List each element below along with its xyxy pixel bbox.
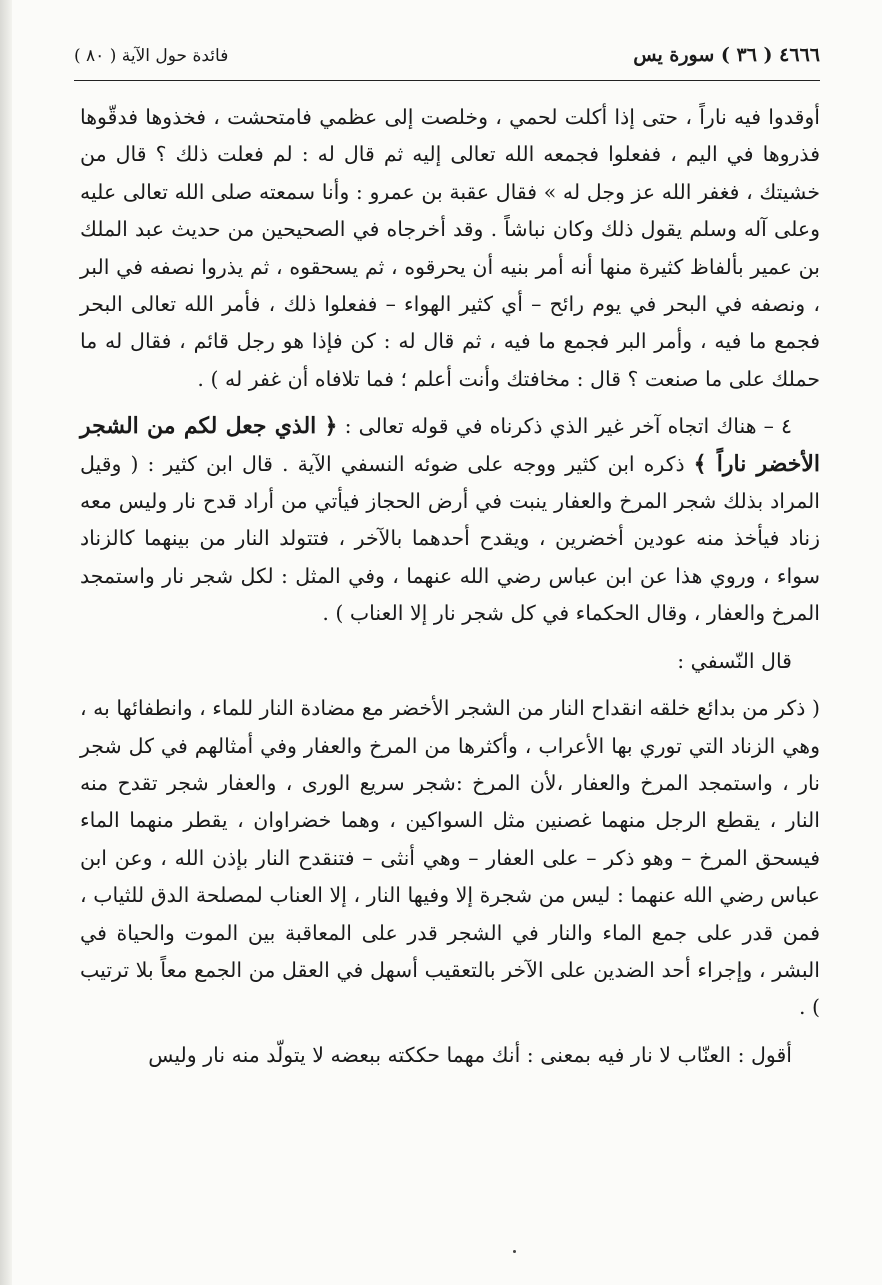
paragraph-5: أقول : العنّاب لا نار فيه بمعنى : أنك مهما حككته ببعضه لا يتولّد منه نار وليس (148, 1042, 792, 1067)
header-rule (74, 80, 820, 81)
paragraph-2-start: ٤ – هناك اتجاه آخر غير الذي ذكرناه في قوله تعالى : (337, 414, 792, 439)
page-binding-edge (0, 0, 12, 1285)
page-header (74, 44, 820, 78)
surah-label: ( ٣٦ ) سورة يس (633, 44, 773, 66)
page-number: ٤٦٦٦ (779, 44, 820, 66)
paragraph-2-rest: ذكره ابن كثير ووجه على ضوئه النسفي الآية . قال ابن كثير : ( وقيل المراد بذلك شجر المرخ والعفار ينبت في أرض الحجاز فيأتي من أراد قدح نار وليس معه زناد فيأخذ منه عودين أخضرين ، ويقدح أحدهما بالآخر ، فتتولد النار من بينهما كالزناد سواء ، وروي هذا عن ابن عباس رضي الله عنهما ، وفي المثل : لكل شجر نار واستمجد المرخ والعفار ، وقال الحكماء في كل شجر نار إلا العناب ) . (80, 451, 820, 626)
section-title: فائدة حول الآية ( ٨٠ ) (74, 46, 229, 66)
paragraph-1: أوقدوا فيه ناراً ، حتى إذا أكلت لحمي ، وخلصت إلى عظمي فامتحشت ، فخذوها فدقّوها فذروها في اليم ، ففعلوا فجمعه الله تعالى إليه ثم قال له : لم فعلت ذلك ؟ قال من خشيتك ، فغفر الله عز وجل له » فقال عقبة بن عمرو : وأنا سمعته صلى الله تعالى عليه وعلى آله وسلم يقول ذلك وكان نباشاً . وقد أخرجاه في الصحيحين من حديث عبد الملك بن عمير بألفاظ كثيرة منها أنه أمر بنيه أن يحرقوه ، ثم يسحقوه ، ثم يذروا نصفه في البر ، ونصفه في البحر في يوم رائح – أي كثير الهواء – ففعلوا ذلك ، فأمر الله تعالى البحر فجمع ما فيه ، وأمر البر فجمع ما فيه ، ثم قال له : كن فإذا هو رجل قائم ، فقال له ما حملك على ما صنعت ؟ قال : مخافتك وأنت أعلم ؛ فما تلافاه أن غفر له ) . (80, 105, 820, 391)
quran-verse: ﴿ الذي جعل لكم من الشجر الأخضر ناراً ﴾ (80, 413, 820, 477)
paragraph-2 (80, 408, 820, 632)
page-speck (513, 1250, 516, 1253)
page-body (80, 99, 820, 1074)
paragraph-4: ( ذكر من بدائع خلقه انقداح النار من الشجر الأخضر مع مضادة النار للماء ، وانطفائها به ، وهي الزناد التي توري بها الأعراب ، وأكثرها من المرخ والعفار وفي أمثالهم في كل شجر نار ، واستمجد المرخ والعفار ،لأن المرخ :شجر سريع الورى ، والعفار شجر تقدح منه النار ، يقطع الرجل منهما غصنين مثل السواكين ، وهما خضراوان ، يقطر منهما الماء فيسحق المرخ – وهو ذكر – على العفار – وهي أنثى – فتنقدح النار بإذن الله ، وعن ابن عباس رضي الله عنهما : ليس من شجرة إلا وفيها النار ، إلا العناب لمصلحة الدق للثياب ، فمن قدر على جمع الماء والنار في الشجر قدر على المعاقبة بين الموت والحياة في البشر ، وإجراء أحد الضدين على الآخر بالتعقيب أسهل في العقل من الجمع معاً بلا ترتيب ) . (80, 696, 820, 1020)
paragraph-3: قال النّسفي : (677, 648, 792, 673)
running-head-right (633, 44, 820, 66)
